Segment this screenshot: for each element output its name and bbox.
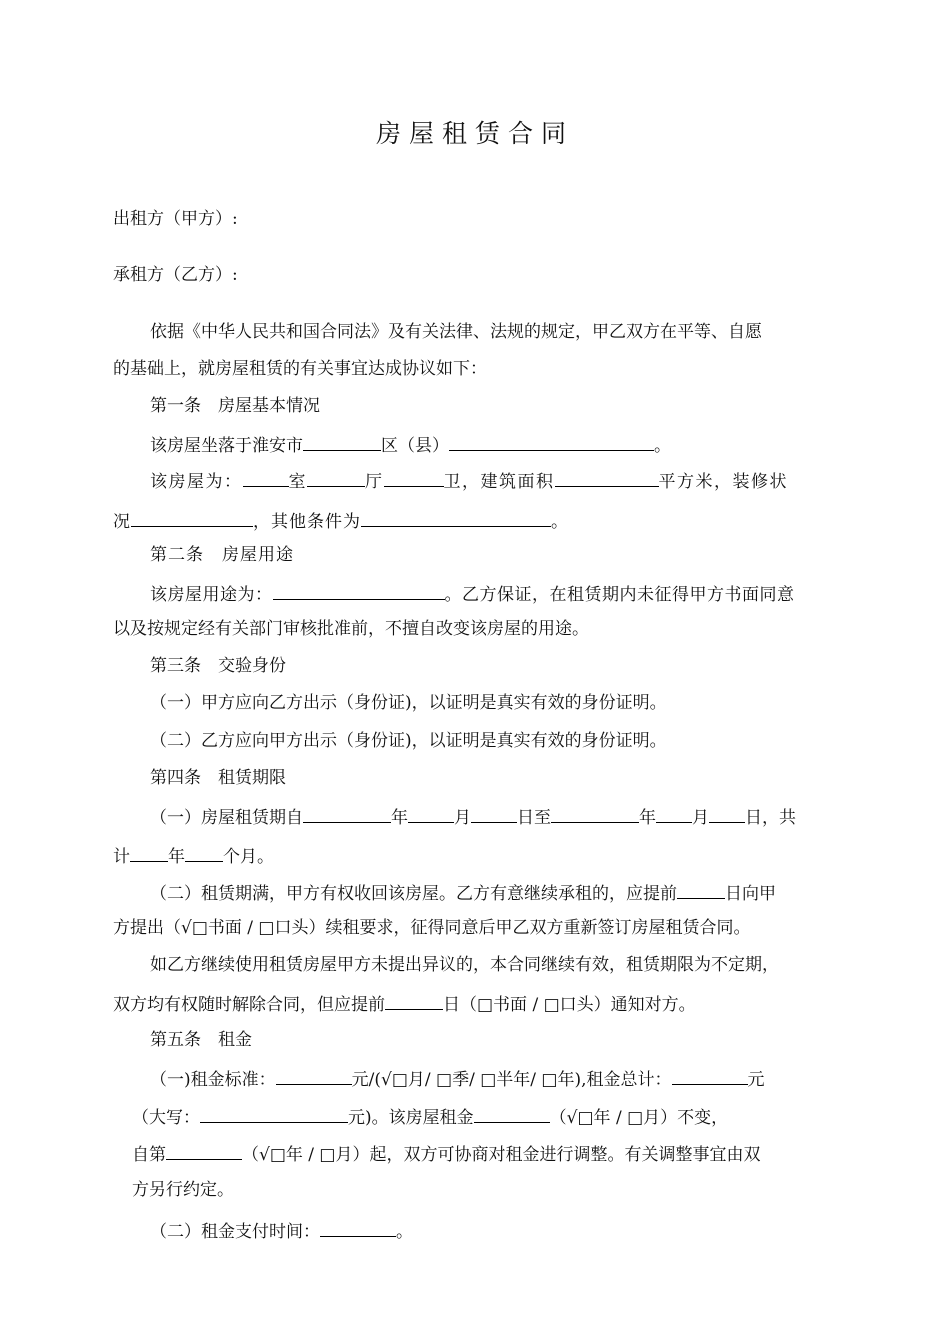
payment-time-line (150, 1217, 413, 1244)
article-2-heading: 第二条 房屋用途 (150, 545, 294, 565)
address-blank[interactable] (449, 431, 654, 451)
document-title: 房屋租赁合同 (375, 119, 574, 148)
layout-line (150, 467, 840, 494)
decoration-blank[interactable] (131, 507, 253, 527)
start-year-blank[interactable] (303, 803, 391, 823)
rent-standard-line-3 (132, 1140, 761, 1167)
baths-blank[interactable] (384, 467, 444, 487)
use-line (150, 580, 795, 607)
cont2-text-1: 双方均有权随时解除合同，但应提前 (113, 995, 385, 1015)
rent-standard-line-4: 方另行约定。 (132, 1180, 234, 1200)
location-text-1: 该房屋坐落于淮安市 (150, 436, 303, 456)
std-text-2: 元/(√□月/ □季/ □半年/ □年),租金总计： (351, 1070, 672, 1090)
identity-item-1: （一）甲方应向乙方出示（身份证)，以证明是真实有效的身份证明。 (150, 693, 667, 713)
preamble-line-2: 的基础上，就房屋租赁的有关事宜达成协议如下： (113, 359, 487, 379)
total-months-blank[interactable] (185, 842, 223, 862)
pay-text-1: （二）租金支付时间： (150, 1222, 320, 1242)
rent-total-blank[interactable] (672, 1065, 748, 1085)
std-text-1: （一)租金标准： (150, 1070, 276, 1090)
cont2-text-2: 日（□书面 / □口头）通知对方。 (443, 995, 696, 1015)
term-line-2 (113, 842, 274, 869)
continue-line: 如乙方继续使用租赁房屋甲方未提出异议的，本合同继续有效，租赁期限为不定期， (150, 955, 779, 975)
decor-text-3: 。 (551, 512, 569, 532)
renew-line-2: 方提出（√□书面 / □口头）续租要求，征得同意后甲乙双方重新签订房屋租赁合同。 (113, 918, 751, 938)
decor-text-1: 况 (113, 512, 131, 532)
rent-amount-blank[interactable] (276, 1065, 352, 1085)
term-text-2: 年 (391, 808, 408, 828)
term-text-4: 日至 (517, 808, 551, 828)
preamble-line-1: 依据《中华人民共和国合同法》及有关法律、法规的规定，甲乙双方在平等、自愿 (150, 322, 762, 342)
term-line (150, 803, 796, 830)
layout-text-4: 卫，建筑面积 (443, 472, 555, 492)
article-4-heading: 第四条 租赁期限 (150, 768, 286, 788)
std3-text-1: 自第 (132, 1145, 166, 1165)
area-blank[interactable] (555, 467, 659, 487)
start-month-blank[interactable] (408, 803, 454, 823)
rooms-blank[interactable] (243, 467, 289, 487)
article-3-heading: 第三条 交验身份 (150, 656, 286, 676)
location-line (150, 431, 671, 458)
pay-text-2: 。 (396, 1222, 413, 1242)
term2-text-3: 个月。 (223, 847, 274, 867)
renew-text-1: （二）租赁期满，甲方有权收回该房屋。乙方有意继续承租的，应提前 (150, 884, 677, 904)
term-text-7: 日，共 (745, 808, 796, 828)
use-line-2: 以及按规定经有关部门审核批准前，不擅自改变该房屋的用途。 (113, 619, 589, 639)
term-text-6: 月 (692, 808, 709, 828)
renew-text-2: 日向甲 (725, 884, 776, 904)
term-text-3: 月 (454, 808, 471, 828)
layout-text-2: 室 (288, 472, 307, 492)
article-5-heading: 第五条 租金 (150, 1030, 252, 1050)
layout-text-5: 平方米，装修状 (658, 472, 788, 492)
location-text-2: 区（县） (381, 436, 449, 456)
end-month-blank[interactable] (656, 803, 692, 823)
notice-days-blank[interactable] (385, 990, 443, 1010)
other-conditions-blank[interactable] (361, 507, 551, 527)
payment-time-blank[interactable] (320, 1217, 396, 1237)
location-text-3: 。 (654, 436, 671, 456)
term-text-1: （一）房屋租赁期自 (150, 808, 303, 828)
rent-standard-line-2 (132, 1103, 728, 1130)
term2-text-1: 计 (113, 847, 130, 867)
end-day-blank[interactable] (709, 803, 745, 823)
total-years-blank[interactable] (130, 842, 168, 862)
rent-standard-line (150, 1065, 765, 1092)
std3-text-2: （√□年 / □月）起，双方可协商对租金进行调整。有关调整事宜由双 (242, 1145, 761, 1165)
lessor-label: 出租方（甲方）: (113, 209, 238, 229)
identity-item-2: （二）乙方应向甲方出示（身份证)，以证明是真实有效的身份证明。 (150, 731, 667, 751)
use-text-1: 该房屋用途为： (150, 585, 273, 605)
use-blank[interactable] (273, 580, 445, 600)
start-day-blank[interactable] (471, 803, 517, 823)
decor-line (113, 507, 569, 534)
layout-text-1: 该房屋为： (150, 472, 243, 492)
rent-fixed-blank[interactable] (474, 1103, 550, 1123)
term2-text-2: 年 (168, 847, 185, 867)
std2-text-2: 元)。该房屋租金 (348, 1108, 474, 1128)
end-year-blank[interactable] (551, 803, 639, 823)
decor-text-2: ，其他条件为 (253, 512, 361, 532)
std2-text-1: （大写： (132, 1108, 200, 1128)
term-text-5: 年 (639, 808, 656, 828)
layout-text-3: 厅 (365, 472, 384, 492)
renew-days-blank[interactable] (677, 879, 725, 899)
adjust-from-blank[interactable] (166, 1140, 242, 1160)
std2-text-3: （√□年 / □月）不变， (549, 1108, 729, 1128)
halls-blank[interactable] (307, 467, 365, 487)
use-text-2: 。乙方保证，在租赁期内未征得甲方书面同意 (444, 585, 795, 605)
article-1-heading: 第一条 房屋基本情况 (150, 396, 320, 416)
continue-line-2 (113, 990, 696, 1017)
renew-line (150, 879, 776, 906)
rent-words-blank[interactable] (200, 1103, 348, 1123)
std-text-3: 元 (747, 1070, 765, 1090)
city-blank[interactable] (303, 431, 381, 451)
lessee-label: 承租方（乙方）: (113, 265, 238, 285)
